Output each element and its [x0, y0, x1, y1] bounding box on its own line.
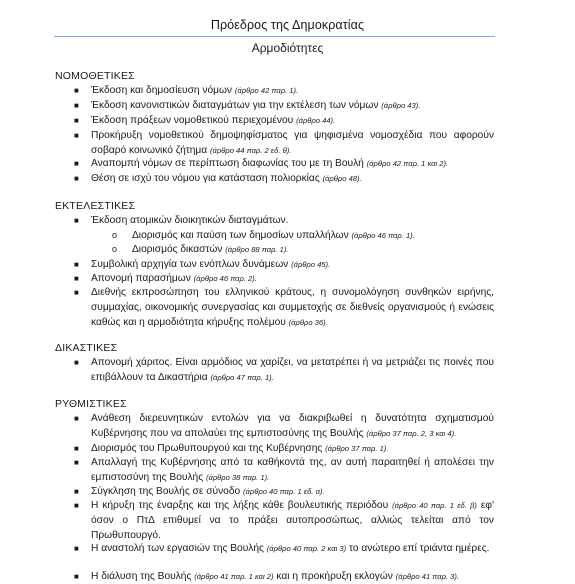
list-item: ■ Απονομή χάριτος. Είναι αρμόδιος να χαρίζει, να μετατρέπει ή να μετριάζει τις ποινές που επιβάλλουν τα Δικαστήρια (άρθρο 47 παρ. 1). [74, 357, 494, 383]
article-reference: (άρθρο 37 παρ. 1). [325, 444, 389, 453]
article-reference: (άρθρο 38 παρ. 1). [205, 473, 270, 482]
article-reference: (άρθρο 42 παρ. 1). [234, 86, 299, 95]
section-heading-legislative: ΝΟΜΟΘΕΤΙΚΕΣ [55, 70, 135, 82]
list-item: ■ Απαλλαγή της Κυβέρνησης από τα καθήκοντά της, αν αυτή παραιτηθεί ή απολέσει την εμπιστοσύνη της Βουλής (άρθρο 38 παρ. 1). [74, 457, 494, 483]
article-reference: (άρθρο 48). [322, 174, 362, 183]
bullet-icon: ■ [74, 288, 79, 297]
list-item: ■ Έκδοση κανονιστικών διαταγμάτων για την εκτέλεση των νόμων (άρθρο 43). [74, 100, 421, 111]
article-reference: (άρθρο 88 παρ. 1). [225, 245, 289, 254]
article-reference: (άρθρο 46 παρ. 1). [351, 231, 415, 240]
circle-bullet-icon: o [112, 230, 118, 240]
article-reference: (άρθρο 46 παρ. 2). [193, 274, 257, 283]
article-reference: (άρθρο 44). [296, 116, 336, 125]
list-item: ■ Σύγκληση της Βουλής σε σύνοδο (άρθρο 40 παρ. 1 εδ. α). [74, 486, 325, 497]
article-reference: (άρθρο 41 παρ. 3). [395, 572, 460, 581]
list-item: ■ Θέση σε ισχύ του νόμου για κατάσταση πολιορκίας (άρθρο 48). [74, 173, 362, 184]
article-reference: (άρθρο 40 παρ. 1 εδ. α). [243, 487, 325, 496]
section-heading-judicial: ΔΙΚΑΣΤΙΚΕΣ [55, 342, 118, 354]
list-item: ■ Αναπομπή νόμων σε περίπτωση διαφωνίας του με τη Βουλή (άρθρο 42 παρ. 1 και 2). [74, 158, 449, 169]
sub-list-item: o Διορισμός και παύση των δημοσίων υπαλλήλων (άρθρο 46 παρ. 1). [112, 230, 415, 241]
list-item: ■ Η διάλυση της Βουλής (άρθρο 41 παρ. 1 και 2) και η προκήρυξη εκλογών (άρθρο 41 παρ. 3). [74, 571, 460, 582]
list-item: ■ Διεθνής εκπροσώπηση του ελληνικού κράτους, η συνομολόγηση συνθηκών ειρήνης, συμμαχίας, οικονομικής συνεργασίας και συμμετοχής σε διεθνείς οργανισμούς ή ενώσεις καθώς και η αρμοδιότητα κήρυξης πολέμου (άρθρο 36). [74, 287, 494, 328]
bullet-icon: ■ [74, 458, 79, 467]
bullet-icon: ■ [74, 274, 79, 283]
bullet-icon: ■ [74, 216, 79, 225]
bullet-icon: ■ [74, 101, 79, 110]
article-reference: (άρθρο 40 παρ. 2 και 3) [266, 544, 347, 553]
list-item: ■ Έκδοση πράξεων νομοθετικού περιεχομένου (άρθρο 44). [74, 115, 336, 126]
article-reference: (άρθρο 37 παρ. 2, 3 και 4). [366, 429, 457, 438]
article-reference: (άρθρο 36). [288, 318, 328, 327]
list-item: ■ Προκήρυξη νομοθετικού δημοψηφίσματος για ψηφισμένα νομοσχέδια που αφορούν σοβαρό κοινωνικό ζήτημα (άρθρο 44 παρ. 2 εδ. θ). [74, 130, 494, 156]
bullet-icon: ■ [74, 174, 79, 183]
bullet-icon: ■ [74, 86, 79, 95]
section-heading-executive: ΕΚΤΕΛΕΣΤΙΚΕΣ [55, 200, 136, 212]
article-reference: (άρθρο 45). [291, 260, 331, 269]
bullet-icon: ■ [74, 544, 79, 553]
section-heading-regulatory: ΡΥΘΜΙΣΤΙΚΕΣ [55, 398, 127, 410]
article-reference: (άρθρο 42 παρ. 1 και 2). [366, 159, 449, 168]
article-reference: (άρθρο 47 παρ. 1). [210, 373, 274, 382]
article-reference: (άρθρο 43). [381, 101, 421, 110]
list-item: ■ Ανάθεση διερευνητικών εντολών για να διακριβωθεί η δυνατότητα σχηματισμού Κυβέρνησης που να απολαύει της εμπιστοσύνης της Βουλής (άρθρο 37 παρ. 2, 3 και 4). [74, 413, 494, 439]
sub-list-item: o Διορισμός δικαστών (άρθρο 88 παρ. 1). [112, 244, 289, 255]
list-item: ■ Η αναστολή των εργασιών της Βουλής (άρθρο 40 παρ. 2 και 3) το ανώτερο επί τριάντα ημέρες. [74, 543, 490, 554]
list-item: ■ Έκδοση και δημοσίευση νόμων (άρθρο 42 παρ. 1). [74, 85, 299, 96]
list-item: ■ Απονομή παρασήμων (άρθρο 46 παρ. 2). [74, 273, 257, 284]
list-item: ■ Διορισμός του Πρωθυπουργού και της Κυβέρνησης (άρθρο 37 παρ. 1). [74, 443, 389, 454]
list-item: ■ Έκδοση ατομικών διοικητικών διαταγμάτων. [74, 215, 289, 226]
bullet-icon: ■ [74, 358, 79, 367]
bullet-icon: ■ [74, 487, 79, 496]
list-item: ■ Η κήρυξη της έναρξης και της λήξης κάθε βουλευτικής περιόδου (άρθρο 40 παρ. 1 εδ. β) εφ' όσον ο ΠτΔ επιθυμεί να το πράξει αυτοπροσώπως, αλλιώς τελείται από τον Πρωθυπουργό. [74, 500, 494, 541]
bullet-icon: ■ [74, 414, 79, 423]
page-title: Πρόεδρος της Δημοκρατίας [210, 18, 365, 32]
circle-bullet-icon: o [112, 244, 118, 254]
article-reference: (άρθρο 44 παρ. 2 εδ. θ). [210, 146, 292, 155]
article-reference: (άρθρο 40 παρ. 1 εδ. β) [392, 501, 477, 510]
bullet-icon: ■ [74, 444, 79, 453]
list-item: ■ Συμβολική αρχηγία των ενόπλων δυνάμεων (άρθρο 45). [74, 259, 331, 270]
page-subtitle: Αρμοδιότητες [251, 41, 324, 55]
bullet-icon: ■ [74, 260, 79, 269]
title-divider [54, 36, 495, 37]
bullet-icon: ■ [74, 159, 79, 168]
bullet-icon: ■ [74, 572, 79, 581]
bullet-icon: ■ [74, 116, 79, 125]
bullet-icon: ■ [74, 501, 79, 510]
article-reference: (άρθρο 41 παρ. 1 και 2) [194, 572, 274, 581]
bullet-icon: ■ [74, 131, 79, 140]
